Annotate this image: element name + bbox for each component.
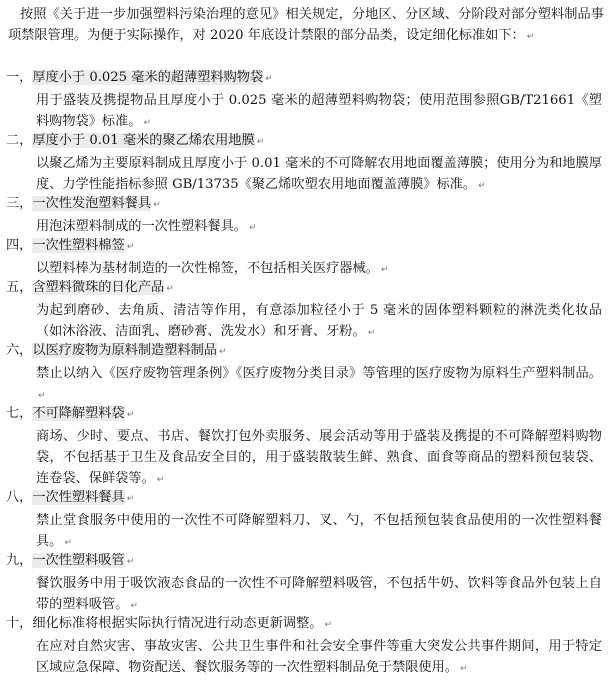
paragraph-mark-icon: ↵: [64, 538, 72, 548]
paragraph-mark-icon: ↵: [126, 494, 135, 504]
paragraph-mark-icon: ↵: [219, 347, 227, 357]
item-2-body-text: 以聚乙烯为主要原料制成且厚度小于 0.01 毫米的不可降解农用地面覆盖薄膜；使用分为和地膜厚度、力学性能指标参照 GB/13735《聚乙烯吹塑农用地面覆盖薄膜》标准。: [36, 156, 602, 192]
item-7-body-text: 商场、少时、要点、书店、餐饮打包外卖服务、展会活动等用于盛装及携提的不可降解塑料购物袋，不包括基于卫生及食品安全目的，用于盛装散装生鲜、熟食、面食等商品的塑料预包装袋、连卷袋、保鲜袋等。: [36, 429, 602, 486]
item-8-title: 一次性塑料餐具: [32, 490, 125, 505]
item-4-body-text: 以塑料棒为基材制造的一次性棉签，不包括相关医疗器械。: [36, 261, 379, 276]
item-8-number: 八，: [6, 490, 33, 505]
item-2: [6, 130, 602, 197]
paragraph-mark-icon: ↵: [460, 664, 468, 674]
item-8-heading: [6, 487, 602, 510]
item-4-number: 四，: [6, 238, 33, 253]
paragraph-mark-icon: ↵: [156, 475, 165, 485]
item-6-body: [6, 363, 602, 407]
paragraph-mark-icon: ↵: [126, 410, 135, 420]
paragraph-mark-icon: ↵: [478, 181, 486, 191]
item-1-body: [6, 90, 602, 134]
intro-paragraph: [8, 4, 604, 48]
paragraph-mark-icon: ↵: [380, 265, 389, 275]
item-8: [6, 487, 602, 554]
intro-text: 按照《关于进一步加强塑料污染治理的意见》相关规定，分地区、分区域、分阶段对部分塑料制品事项禁限管理。为便于实际操作，对 2020 年底设计禁限的部分品类，设定细化标准如下：: [8, 7, 604, 43]
item-5-body-text: 为起到磨砂、去角质、清洁等作用，有意添加粒径小于 5 毫米的固体塑料颗粒的淋洗类化妆品（如沐浴液、洁面乳、磨砂膏、洗发水）和牙膏、牙粉。: [36, 303, 602, 339]
item-5: [6, 277, 602, 344]
item-1-heading: [6, 67, 602, 90]
item-6-number: 六，: [6, 343, 33, 358]
item-3: [6, 193, 602, 239]
item-10: [6, 613, 602, 680]
paragraph-mark-icon: ↵: [526, 32, 535, 42]
item-4-heading: [6, 235, 602, 258]
paragraph-mark-icon: ↵: [367, 328, 376, 338]
paragraph-mark-icon: ↵: [256, 137, 265, 147]
item-10-body: [6, 636, 602, 680]
item-9-body-text: 餐饮服务中用于吸饮液态食品的一次性不可降解塑料吸管，不包括牛奶、饮料等食品外包装上自带的塑料吸管。: [36, 576, 602, 612]
item-7-number: 七，: [6, 406, 33, 421]
item-6-title: 以医疗废物为原料制造塑料制品: [32, 343, 217, 358]
item-2-title: 厚度小于 0.01 毫米的聚乙烯农用地膜: [32, 133, 255, 148]
item-7-title: 不可降解塑料袋: [32, 406, 125, 421]
item-7: [6, 403, 602, 491]
paragraph-mark-icon: ↵: [38, 391, 46, 401]
paragraph-mark-icon: ↵: [126, 557, 135, 567]
item-6-body-text: 禁止以纳入《医疗废物管理条例》《医疗废物分类目录》等管理的医疗废物为原料生产塑料制品。: [36, 366, 602, 381]
item-8-body-text: 禁止堂食服务中使用的一次性不可降解塑料刀、叉、勺，不包括预包装食品使用的一次性塑料餐具。: [36, 513, 602, 549]
item-10-body-text: 在应对自然灾害、事故灾害、公共卫生事件和社会安全事件等重大突发公共事件期间，用于特定区域应急保障、物资配送、餐饮服务等的一次性塑料制品免于禁限使用。: [36, 639, 602, 675]
paragraph-mark-icon: ↵: [130, 601, 138, 611]
paragraph-mark-icon: ↵: [265, 74, 273, 84]
item-1: [6, 67, 602, 134]
item-2-number: 二，: [6, 133, 33, 148]
paragraph-mark-icon: ↵: [153, 200, 161, 210]
item-5-body: [6, 300, 602, 344]
item-3-number: 三，: [6, 196, 33, 211]
item-6-heading: [6, 340, 602, 363]
item-3-body-text: 用泡沫塑料制成的一次性塑料餐具。: [36, 219, 247, 234]
item-7-body: [6, 426, 602, 491]
item-5-number: 五，: [6, 280, 33, 295]
item-3-heading: [6, 193, 602, 216]
item-10-number: 十，: [6, 616, 33, 631]
item-9-title: 一次性塑料吸管: [32, 553, 125, 568]
item-3-title: 一次性发泡塑料餐具: [32, 196, 152, 211]
item-2-body: [6, 153, 602, 197]
item-9: [6, 550, 602, 617]
paragraph-mark-icon: ↵: [249, 223, 257, 233]
item-10-title: 细化标准将根据实际执行情况进行动态更新调整。: [32, 616, 323, 631]
item-1-body-text: 用于盛装及携提物品且厚度小于 0.025 毫米的超薄塑料购物袋；使用范围参照GB/T21661《塑料购物袋》标准。: [36, 93, 602, 129]
item-4-title: 一次性塑料棉签: [32, 238, 125, 253]
item-6: [6, 340, 602, 407]
item-7-heading: [6, 403, 602, 426]
item-10-heading: [6, 613, 602, 636]
item-1-title: 厚度小于 0.025 毫米的超薄塑料购物袋: [32, 70, 264, 85]
item-2-heading: [6, 130, 602, 153]
paragraph-mark-icon: ↵: [126, 242, 135, 252]
item-9-heading: [6, 550, 602, 573]
item-9-number: 九，: [6, 553, 33, 568]
paragraph-mark-icon: ↵: [166, 284, 174, 294]
item-5-title: 含塑料微珠的日化产品: [32, 280, 165, 295]
item-4: [6, 235, 602, 281]
item-8-body: [6, 510, 602, 554]
paragraph-mark-icon: ↵: [324, 620, 333, 630]
item-9-body: [6, 573, 602, 617]
item-5-heading: [6, 277, 602, 300]
paragraph-mark-icon: ↵: [143, 118, 152, 128]
item-1-number: 一，: [6, 70, 33, 85]
